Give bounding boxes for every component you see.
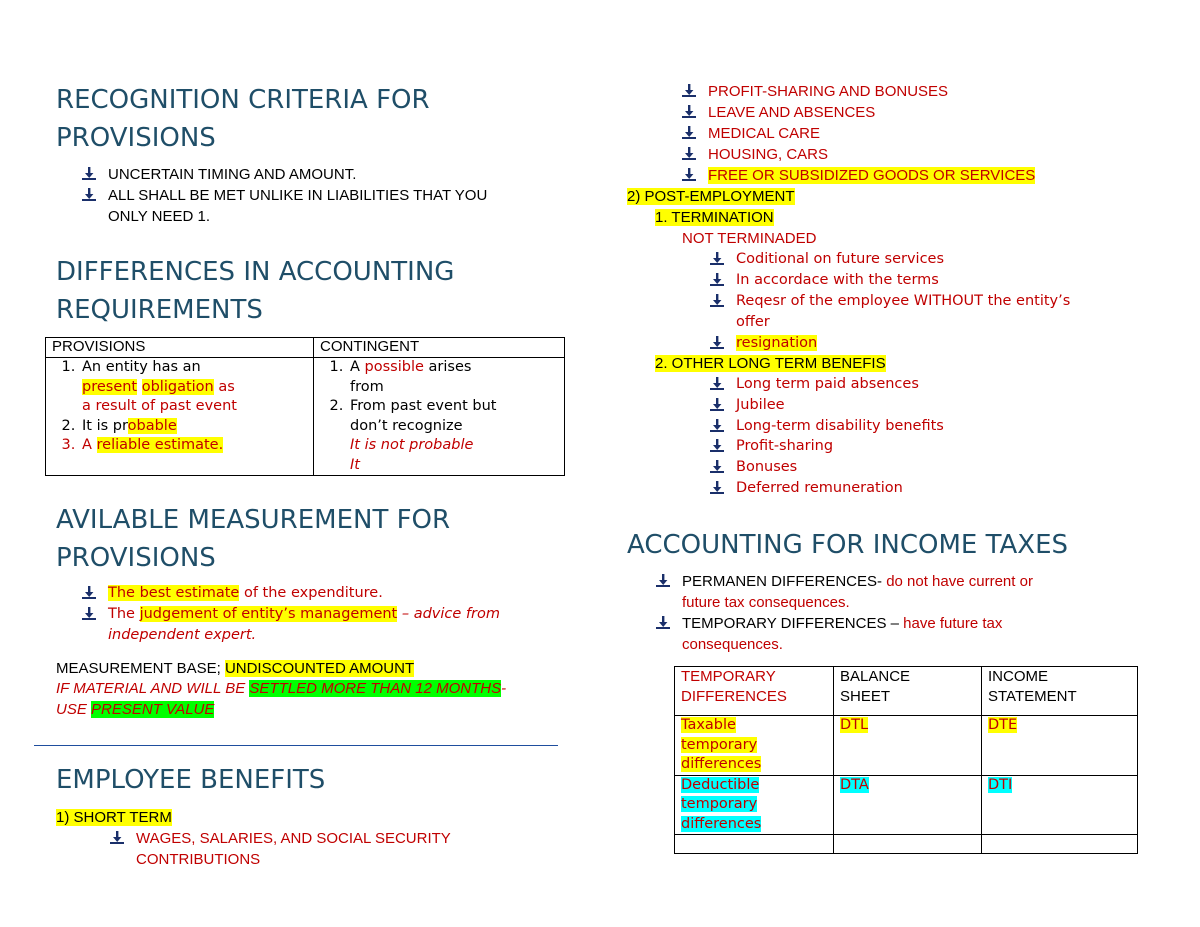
table-cell	[982, 835, 1138, 854]
list-item: In accordace with the terms	[710, 270, 1140, 291]
list-item: 1. An entity has an present obligation as a result of past event	[80, 358, 307, 417]
down-arrow-bullet-icon	[710, 460, 724, 474]
list-item: WAGES, SALARIES, AND SOCIAL SECURITY CONTRIBUTIONS	[110, 828, 550, 870]
down-arrow-bullet-icon	[710, 377, 724, 391]
table-row	[675, 775, 1138, 835]
table-header-temporary: TEMPORARY DIFFERENCES	[675, 667, 834, 716]
table-row	[46, 358, 565, 476]
list-item: 2. From past event but don’t recognize It is not probable It	[348, 397, 558, 475]
down-arrow-bullet-icon	[710, 252, 724, 266]
list-item: Deferred remuneration	[710, 478, 1140, 499]
list-item: Profit-sharing	[710, 436, 1140, 457]
provisions-cell	[46, 358, 314, 476]
contingent-list	[320, 358, 558, 475]
list-item: 3. A reliable estimate.	[80, 436, 307, 456]
table-header-row	[46, 338, 565, 358]
list-item: Jubilee	[710, 395, 1140, 416]
down-arrow-bullet-icon	[710, 294, 724, 308]
provisions-list	[52, 358, 307, 456]
table-cell: DTE	[982, 716, 1138, 776]
termination-bullets	[710, 249, 1140, 354]
list-item: Bonuses	[710, 457, 1140, 478]
other-long-term-bullets	[710, 374, 1140, 499]
table-header-balance: BALANCE SHEET	[834, 667, 982, 716]
list-item: PROFIT-SHARING AND BONUSES	[682, 81, 1102, 102]
table-header-provisions: PROVISIONS	[46, 338, 314, 358]
heading-recognition-criteria: RECOGNITION CRITERIA FOR PROVISIONS	[56, 85, 430, 153]
list-item: UNCERTAIN TIMING AND AMOUNT.	[82, 164, 562, 185]
heading-available-measurement: AVILABLE MEASUREMENT FOR PROVISIONS	[56, 505, 451, 573]
heading-employee-benefits: EMPLOYEE BENEFITS	[56, 765, 326, 795]
measurement-bullets	[82, 583, 572, 646]
recognition-bullets	[82, 164, 562, 227]
divider	[34, 745, 558, 746]
down-arrow-bullet-icon	[682, 84, 696, 98]
table-cell: DTA	[834, 775, 982, 835]
short-term-bullets	[110, 828, 550, 870]
not-terminated-label: NOT TERMINADED	[682, 230, 817, 247]
down-arrow-bullet-icon	[710, 481, 724, 495]
table-cell	[675, 835, 834, 854]
down-arrow-bullet-icon	[82, 188, 96, 202]
table-cell: Deductible temporary differences	[675, 775, 834, 835]
down-arrow-bullet-icon	[682, 105, 696, 119]
down-arrow-bullet-icon	[656, 574, 670, 588]
list-item: MEDICAL CARE	[682, 123, 1102, 144]
list-item: 1. A possible arises from	[348, 358, 558, 397]
heading-differences: DIFFERENCES IN ACCOUNTING REQUIREMENTS	[56, 257, 455, 325]
down-arrow-bullet-icon	[710, 419, 724, 433]
heading-income-taxes: ACCOUNTING FOR INCOME TAXES	[627, 530, 1068, 560]
table-cell	[834, 835, 982, 854]
down-arrow-bullet-icon	[710, 336, 724, 350]
table-cell: DTL	[834, 716, 982, 776]
list-item: PERMANEN DIFFERENCES- do not have current or future tax consequences.	[656, 571, 1126, 613]
short-term-label: 1) SHORT TERM	[56, 809, 172, 826]
list-item: Long term paid absences	[710, 374, 1140, 395]
list-item: 2. It is probable	[80, 417, 307, 437]
down-arrow-bullet-icon	[710, 398, 724, 412]
list-item: The best estimate of the expenditure.	[82, 583, 572, 604]
list-item: LEAVE AND ABSENCES	[682, 102, 1102, 123]
other-long-term-label: 2. OTHER LONG TERM BENEFIS	[655, 355, 886, 372]
list-item: Reqesr of the employee WITHOUT the entity’s offer	[710, 291, 1140, 333]
down-arrow-bullet-icon	[682, 168, 696, 182]
table-header-income: INCOME STATEMENT	[982, 667, 1138, 716]
list-item: resignation	[710, 333, 1140, 354]
termination-label: 1. TERMINATION	[655, 209, 774, 226]
down-arrow-bullet-icon	[682, 126, 696, 140]
down-arrow-bullet-icon	[656, 616, 670, 630]
short-term-list-continued	[682, 81, 1102, 186]
list-item: TEMPORARY DIFFERENCES – have future tax consequences.	[656, 613, 1126, 655]
table-row	[675, 835, 1138, 854]
down-arrow-bullet-icon	[82, 167, 96, 181]
list-item: The judgement of entity’s management – advice from independent expert.	[82, 604, 572, 646]
list-item: FREE OR SUBSIDIZED GOODS OR SERVICES	[682, 165, 1102, 186]
down-arrow-bullet-icon	[682, 147, 696, 161]
post-employment-label: 2) POST-EMPLOYMENT	[627, 188, 795, 205]
table-row	[675, 716, 1138, 776]
measurement-base: MEASUREMENT BASE; UNDISCOUNTED AMOUNT IF MATERIAL AND WILL BE SETTLED MORE THAN 12 MONTHS- USE PRESENT VALUE	[56, 660, 507, 718]
down-arrow-bullet-icon	[110, 831, 124, 845]
down-arrow-bullet-icon	[710, 439, 724, 453]
table-cell: Taxable temporary differences	[675, 716, 834, 776]
contingent-cell	[314, 358, 565, 476]
list-item: Long-term disability benefits	[710, 416, 1140, 437]
table-cell: DTI	[982, 775, 1138, 835]
table-header-contingent: CONTINGENT	[314, 338, 565, 358]
provisions-contingent-table	[45, 337, 565, 476]
table-header-row	[675, 667, 1138, 716]
temporary-differences-table	[674, 666, 1138, 854]
income-tax-bullets	[656, 571, 1126, 655]
list-item: ALL SHALL BE MET UNLIKE IN LIABILITIES THAT YOU ONLY NEED 1.	[82, 185, 562, 227]
list-item: Coditional on future services	[710, 249, 1140, 270]
down-arrow-bullet-icon	[82, 607, 96, 621]
list-item: HOUSING, CARS	[682, 144, 1102, 165]
down-arrow-bullet-icon	[82, 586, 96, 600]
down-arrow-bullet-icon	[710, 273, 724, 287]
